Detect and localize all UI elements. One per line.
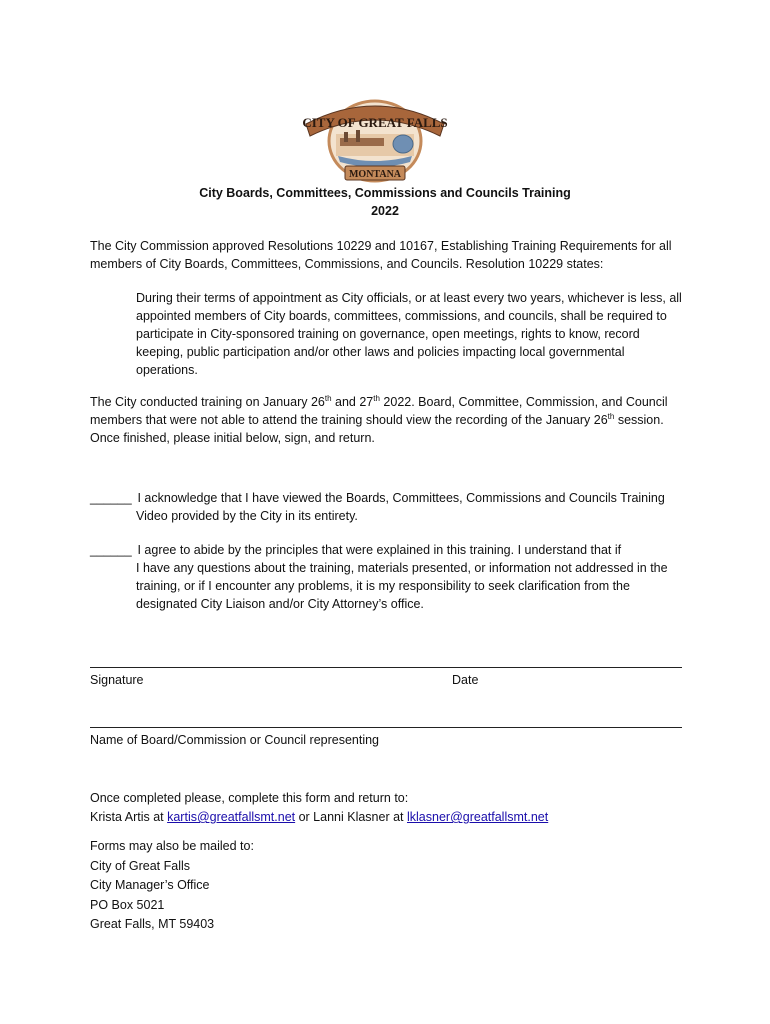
return-instruction: Once completed please, complete this form and return to: (90, 791, 409, 805)
logo-text-top: CITY OF GREAT FALLS (302, 115, 448, 130)
training-text-4: session. Once finished, please initial below, sign, and return. (90, 413, 664, 445)
return-contacts (90, 808, 548, 826)
contact1-email-link[interactable]: kartis@greatfallsmt.net (167, 810, 296, 824)
ordinal-suffix: th (324, 393, 332, 403)
logo-text-bottom: MONTANA (348, 169, 402, 180)
training-text-3: 2022. Board, Committee, Commission, and Council members that were not able to attend the training should view the recording of the January 26 (90, 395, 668, 427)
board-name-label: Name of Board/Commission or Council representing (90, 733, 380, 747)
acknowledgement-item-video (90, 489, 690, 525)
signature-line[interactable] (90, 667, 682, 668)
training-paragraph (90, 393, 690, 447)
city-seal-logo (300, 94, 450, 184)
document-year: 2022 (371, 204, 399, 218)
acknowledgement-item-principles (90, 541, 690, 613)
ack2-text: I agree to abide by the principles that were explained in this training. I understand that if (134, 543, 622, 557)
signature-label: Signature (90, 673, 144, 687)
contact1-prefix: Krista Artis at (90, 810, 168, 824)
mailing-line: City Manager’s Office (90, 878, 210, 892)
ack1-text-cont: Video provided by the City in its entirety. (136, 509, 358, 523)
mailing-line: PO Box 5021 (90, 897, 165, 912)
document-title: City Boards, Committees, Commissions and Councils Training (199, 186, 571, 200)
mailing-heading: Forms may also be mailed to: (90, 839, 254, 853)
date-label: Date (452, 673, 479, 687)
mailing-line: City of Great Falls (90, 858, 191, 873)
training-text-2: and 27 (331, 395, 374, 409)
contact2-email-link[interactable]: lklasner@greatfallsmt.net (407, 810, 549, 824)
initial-blank-2[interactable]: ______ (90, 543, 132, 557)
ordinal-suffix: th (607, 411, 615, 421)
training-text-1: The City conducted training on January 26 (90, 395, 325, 409)
ack1-text: I acknowledge that I have viewed the Boards, Committees, Commissions and Councils Training (134, 491, 665, 505)
ordinal-suffix: th (373, 393, 380, 403)
board-name-line[interactable] (90, 727, 682, 728)
mailing-address-block (90, 837, 254, 935)
ack2-text-cont: I have any questions about the training, materials presented, or information not addressed in the training, or if I encounter any problems, it is my responsibility to seek clarification from the designated City Liaison and/or City Attorney’s office. (136, 561, 668, 611)
initial-blank-1[interactable]: ______ (90, 491, 132, 505)
resolution-quote: During their terms of appointment as City officials, or at least every two years, whichever is less, all appointed members of City boards, committees, commissions, and councils, shall be required to participate in City-sponsored training on governance, open meetings, rights to know, record keeping, public participation and/or other laws and policies impacting local governmental operations. (136, 291, 682, 377)
mailing-line: Great Falls, MT 59403 (90, 917, 215, 931)
contact2-prefix: or Lanni Klasner at (295, 810, 407, 824)
intro-paragraph: The City Commission approved Resolutions 10229 and 10167, Establishing Training Requirements for all members of City Boards, Committees, Commissions, and Councils. Resolution 10229 states: (90, 239, 672, 271)
